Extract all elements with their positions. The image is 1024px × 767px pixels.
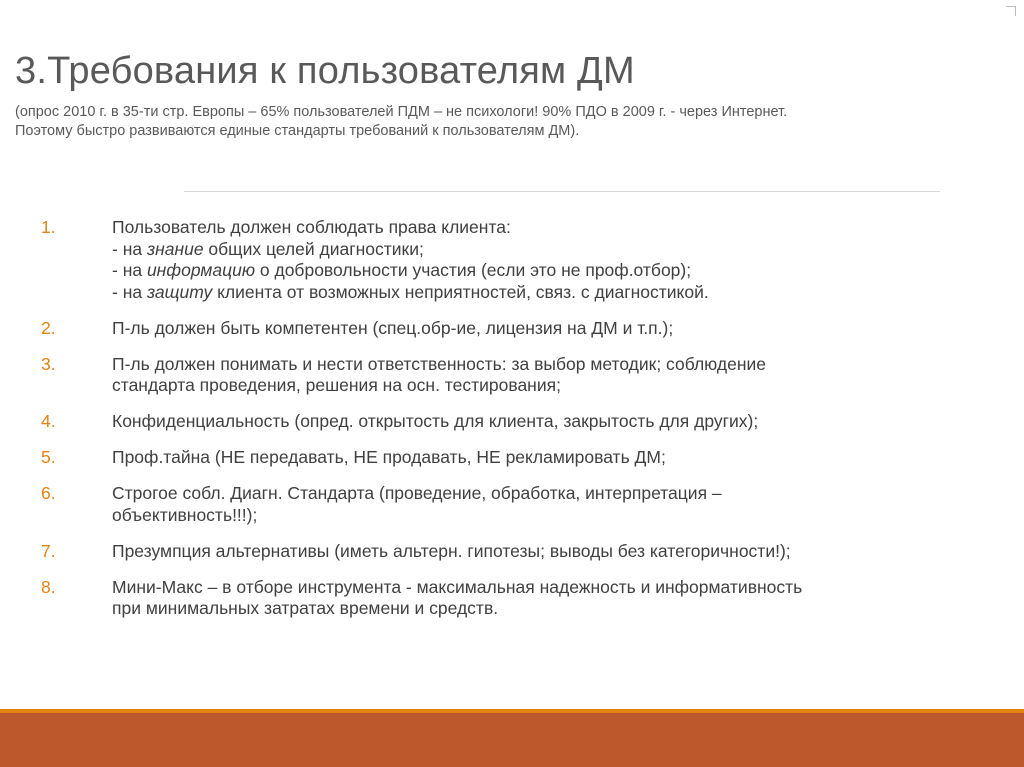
item-text bbox=[112, 354, 1012, 397]
item-text bbox=[112, 577, 1012, 620]
item-line: Проф.тайна (НЕ передавать, НЕ продавать, НЕ рекламировать ДМ; bbox=[112, 447, 666, 467]
item-line bbox=[112, 282, 1012, 304]
item-line: Мини-Макс – в отборе инструмента - максимальная надежность и информативность bbox=[112, 576, 803, 597]
item-number: 3. bbox=[41, 353, 56, 374]
list-item bbox=[0, 318, 1024, 340]
item-number: 7. bbox=[41, 540, 56, 561]
line-suffix: клиента от возможных неприятностей, связ. с диагностикой. bbox=[212, 281, 709, 302]
list-item bbox=[0, 541, 1024, 563]
list-item bbox=[0, 577, 1024, 620]
emphasis-text: защиту bbox=[146, 281, 213, 302]
subtitle-line: Поэтому быстро развиваются единые стандарты требований к пользователям ДМ). bbox=[15, 123, 580, 139]
item-text bbox=[112, 541, 1012, 563]
subtitle-line: (опрос 2010 г. в 35-ти стр. Европы – 65% пользователей ПДМ – не психологи! 90% ПДО в 2009 г. - через Интернет. bbox=[15, 104, 788, 120]
item-line: П-ль должен понимать и нести ответственность: за выбор методик; соблюдение bbox=[112, 353, 767, 374]
list-item bbox=[0, 447, 1024, 469]
list-item bbox=[0, 354, 1024, 397]
list-item bbox=[0, 483, 1024, 526]
emphasis-text: знание bbox=[146, 238, 204, 259]
line-prefix: - на bbox=[112, 281, 147, 302]
item-line: стандарта проведения, решения на осн. тестирования; bbox=[112, 375, 561, 395]
slide-subtitle bbox=[15, 103, 975, 141]
item-text bbox=[112, 447, 1012, 469]
list-item bbox=[0, 411, 1024, 433]
list-item bbox=[0, 217, 1024, 303]
slide-title: 3.Требования к пользователям ДМ bbox=[15, 50, 635, 92]
line-suffix: общих целей диагностики; bbox=[203, 238, 424, 259]
item-number: 4. bbox=[41, 411, 56, 431]
line-suffix: о добровольности участия (если это не проф.отбор); bbox=[255, 260, 692, 280]
line-prefix: - на bbox=[112, 238, 147, 259]
item-number: 8. bbox=[41, 576, 56, 597]
item-number: 1. bbox=[41, 217, 56, 237]
item-number: 5. bbox=[41, 447, 56, 467]
footer-accent-stripe bbox=[0, 709, 1024, 713]
item-line bbox=[112, 239, 1012, 261]
item-line bbox=[112, 260, 1012, 282]
item-line: П-ль должен быть компетентен (спец.обр-ие, лицензия на ДМ и т.п.); bbox=[112, 317, 674, 338]
item-line: объективность!!!); bbox=[112, 504, 258, 525]
item-line: Строгое собл. Диагн. Стандарта (проведение, обработка, интерпретация – bbox=[112, 483, 722, 503]
item-number: 2. bbox=[41, 317, 56, 338]
item-line: Конфиденциальность (опред. открытость для клиента, закрытость для других); bbox=[112, 411, 759, 431]
item-text bbox=[112, 217, 1012, 303]
title-divider bbox=[184, 191, 940, 192]
item-text bbox=[112, 411, 1012, 433]
item-text bbox=[112, 483, 1012, 526]
emphasis-text: информацию bbox=[146, 260, 256, 280]
requirements-list bbox=[0, 217, 1024, 634]
item-line: Пользователь должен соблюдать права клиента: bbox=[112, 217, 511, 237]
item-line: Презумпция альтернативы (иметь альтерн. гипотезы; выводы без категоричности!); bbox=[112, 540, 791, 561]
footer-bar bbox=[0, 709, 1024, 767]
item-number: 6. bbox=[41, 483, 56, 503]
line-prefix: - на bbox=[112, 260, 147, 280]
item-line: при минимальных затратах времени и средств. bbox=[112, 598, 499, 618]
corner-mark bbox=[1006, 6, 1016, 16]
item-text bbox=[112, 318, 1012, 340]
